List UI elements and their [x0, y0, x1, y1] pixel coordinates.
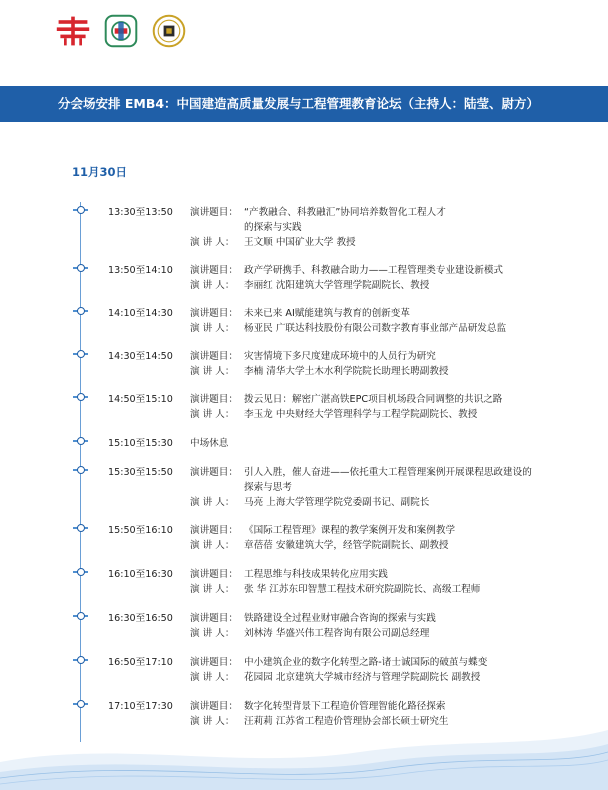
session-info — [190, 523, 570, 553]
session-time: 14:10至14:30 — [108, 308, 173, 319]
session-info — [190, 611, 570, 641]
logo-icon-green — [103, 13, 139, 49]
session-topic-continued: 的探索与实践 — [244, 222, 302, 233]
timeline-marker — [73, 440, 88, 442]
topic-label: 演讲题目： — [190, 613, 238, 624]
logo-group — [55, 10, 187, 52]
session-speaker: 章蓓蓓 安徽建筑大学，经管学院副院长、副教授 — [244, 540, 449, 551]
logo-icon-red — [55, 13, 91, 49]
topic-label: 演讲题目： — [190, 265, 238, 276]
topic-label: 演讲题目： — [190, 657, 238, 668]
timeline-marker — [73, 209, 88, 211]
speaker-label: 演 讲 人： — [190, 716, 235, 727]
timeline-marker — [73, 353, 88, 355]
speaker-label: 演 讲 人： — [190, 540, 235, 551]
speaker-label: 演 讲 人： — [190, 497, 235, 508]
session-info — [190, 205, 570, 250]
session-time: 15:10至15:30 — [108, 438, 173, 449]
session-info — [190, 392, 570, 422]
timeline-marker — [73, 469, 88, 471]
topic-label: 演讲题目： — [190, 569, 238, 580]
banner-title: 分会场安排 EMB4：中国建造高质量发展与工程管理教育论坛（主持人：陆莹、尉方） — [58, 96, 540, 111]
session-topic: 中小建筑企业的数字化转型之路-诸士诚国际的破茧与蝶变 — [244, 657, 488, 668]
session-info — [190, 465, 570, 510]
session-topic: 政产学研携手、科教融合助力——工程管理类专业建设新模式 — [244, 265, 504, 276]
session-speaker: 李楠 清华大学土木水利学院院长助理长聘副教授 — [244, 366, 449, 377]
session-time: 15:30至15:50 — [108, 467, 173, 478]
session-info — [190, 655, 570, 685]
speaker-label: 演 讲 人： — [190, 237, 235, 248]
logo-icon-gold — [151, 13, 187, 49]
topic-label: 演讲题目： — [190, 207, 238, 218]
topic-label: 演讲题目： — [190, 351, 238, 362]
timeline-marker — [73, 396, 88, 398]
date-label: 11月30日 — [72, 165, 128, 179]
session-speaker: 马亮 上海大学管理学院党委副书记、副院长 — [244, 497, 430, 508]
session-info — [190, 263, 570, 293]
session-speaker: 李玉龙 中央财经大学管理科学与工程学院副院长、教授 — [244, 409, 478, 420]
session-topic: 《国际工程管理》课程的教学案例开发和案例教学 — [244, 525, 456, 536]
session-speaker: 刘林涛 华盛兴伟工程咨询有限公司副总经理 — [244, 628, 430, 639]
timeline-marker — [73, 527, 88, 529]
session-topic: 工程思维与科技成果转化应用实践 — [244, 569, 388, 580]
timeline-marker — [73, 615, 88, 617]
session-time: 17:10至17:30 — [108, 701, 173, 712]
speaker-label: 演 讲 人： — [190, 323, 235, 334]
session-time: 15:50至16:10 — [108, 525, 173, 536]
session-topic: 数字化转型背景下工程造价管理智能化路径探索 — [244, 701, 446, 712]
session-time: 16:10至16:30 — [108, 569, 173, 580]
session-topic: 拨云见日：解密广湛高铁EPC项目机场段合同调整的共识之路 — [244, 394, 503, 405]
session-speaker: 汪莉莉 江苏省工程造价管理协会部长硕士研究生 — [244, 716, 449, 727]
decorative-waves — [0, 700, 608, 790]
session-banner — [0, 86, 608, 122]
break-label: 中场休息 — [190, 438, 229, 449]
session-info — [190, 436, 570, 451]
session-topic-continued: 探索与思考 — [244, 482, 292, 493]
speaker-label: 演 讲 人： — [190, 409, 235, 420]
speaker-label: 演 讲 人： — [190, 280, 235, 291]
session-topic: 铁路建设全过程业财审融合咨询的探索与实践 — [244, 613, 436, 624]
session-topic: 灾害情境下多尺度建成环境中的人员行为研究 — [244, 351, 436, 362]
session-topic: 引人入胜，催人奋进——依托重大工程管理案例开展课程思政建设的 — [244, 467, 532, 478]
session-time: 16:30至16:50 — [108, 613, 173, 624]
session-speaker: 花园园 北京建筑大学城市经济与管理学院副院长 副教授 — [244, 672, 481, 683]
session-info — [190, 306, 570, 336]
speaker-label: 演 讲 人： — [190, 584, 235, 595]
timeline-marker — [73, 267, 88, 269]
session-speaker: 杨亚民 广联达科技股份有限公司数字教育事业部产品研发总监 — [244, 323, 507, 334]
topic-label: 演讲题目： — [190, 525, 238, 536]
topic-label: 演讲题目： — [190, 701, 238, 712]
session-speaker: 张 华 江苏东印智慧工程技术研究院副院长、高级工程师 — [244, 584, 481, 595]
topic-label: 演讲题目： — [190, 308, 238, 319]
session-time: 16:50至17:10 — [108, 657, 173, 668]
session-topic: “产教融合、科教融汇”协同培养数智化工程人才 — [244, 207, 446, 218]
session-time: 14:50至15:10 — [108, 394, 173, 405]
timeline-marker — [73, 571, 88, 573]
session-time: 13:50至14:10 — [108, 265, 173, 276]
session-time: 14:30至14:50 — [108, 351, 173, 362]
session-info — [190, 567, 570, 597]
session-speaker: 王文顺 中国矿业大学 教授 — [244, 237, 356, 248]
topic-label: 演讲题目： — [190, 467, 238, 478]
speaker-label: 演 讲 人： — [190, 628, 235, 639]
session-time: 13:30至13:50 — [108, 207, 173, 218]
session-info — [190, 349, 570, 379]
speaker-label: 演 讲 人： — [190, 366, 235, 377]
session-topic: 未来已来 AI赋能建筑与教育的创新变革 — [244, 308, 410, 319]
timeline-marker — [73, 659, 88, 661]
session-speaker: 李丽红 沈阳建筑大学管理学院副院长、教授 — [244, 280, 430, 291]
speaker-label: 演 讲 人： — [190, 672, 235, 683]
timeline-marker — [73, 310, 88, 312]
topic-label: 演讲题目： — [190, 394, 238, 405]
